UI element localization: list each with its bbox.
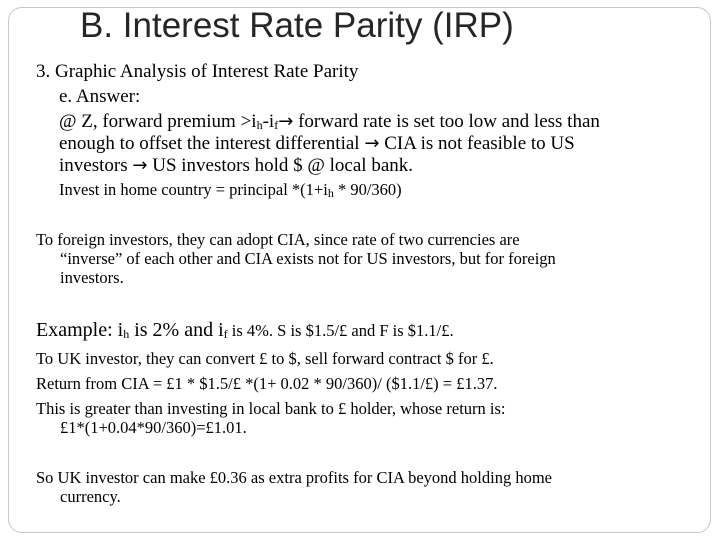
arrow-icon: → xyxy=(132,155,148,176)
answer-text: US investors hold $ @ local bank. xyxy=(147,155,413,176)
formula-text: Invest in home country = principal *(1+i xyxy=(59,180,328,199)
formula-line xyxy=(59,182,402,199)
arrow-icon: → xyxy=(364,133,380,154)
example-line xyxy=(36,320,454,340)
answer-text: forward rate is set too low and less than xyxy=(293,111,600,132)
arrow-icon: → xyxy=(278,111,294,132)
cia-return-line: Return from CIA = £1 * $1.5/£ *(1+ 0.02 * 90/360)/ ($1.1/£) = £1.37. xyxy=(36,374,498,393)
subscript-h: h xyxy=(327,186,334,200)
answer-text: @ Z, forward premium >i xyxy=(59,111,257,132)
formula-text: * 90/360) xyxy=(333,180,402,199)
conclusion-line-2: currency. xyxy=(60,487,121,506)
uk-investor-line: To UK investor, they can convert £ to $, sell forward contract $ for £. xyxy=(36,349,494,368)
subscript-h: h xyxy=(123,327,130,341)
example-text: Example: i xyxy=(36,319,124,341)
foreign-line-1: To foreign investors, they can adopt CIA, since rate of two currencies are xyxy=(36,230,520,249)
answer-line-2 xyxy=(59,134,575,153)
conclusion-line-1: So UK investor can make £0.36 as extra profits for CIA beyond holding home xyxy=(36,468,552,487)
slide-title: B. Interest Rate Parity (IRP) xyxy=(80,6,514,45)
answer-line-3 xyxy=(59,156,413,175)
comparison-line-2: £1*(1+0.04*90/360)=£1.01. xyxy=(60,418,247,437)
answer-text: enough to offset the interest differential xyxy=(59,133,365,154)
comparison-line-1: This is greater than investing in local bank to £ holder, whose return is: xyxy=(36,399,506,418)
subscript-f: f xyxy=(274,118,279,132)
answer-text: CIA is not feasible to US xyxy=(379,133,575,154)
answer-line-1 xyxy=(59,112,600,131)
subscript-h: h xyxy=(256,118,263,132)
section-heading: 3. Graphic Analysis of Interest Rate Parity xyxy=(36,61,359,82)
answer-label: e. Answer: xyxy=(59,86,141,107)
foreign-line-2: “inverse” of each other and CIA exists not for US investors, but for foreign xyxy=(60,249,556,268)
example-text: is 2% and i xyxy=(129,319,224,341)
answer-text: investors xyxy=(59,155,133,176)
example-text: is 4%. S is $1.5/£ and F is $1.1/£. xyxy=(227,321,454,340)
answer-text: -i xyxy=(262,111,275,132)
foreign-line-3: investors. xyxy=(60,268,124,287)
subscript-f: f xyxy=(223,327,228,341)
